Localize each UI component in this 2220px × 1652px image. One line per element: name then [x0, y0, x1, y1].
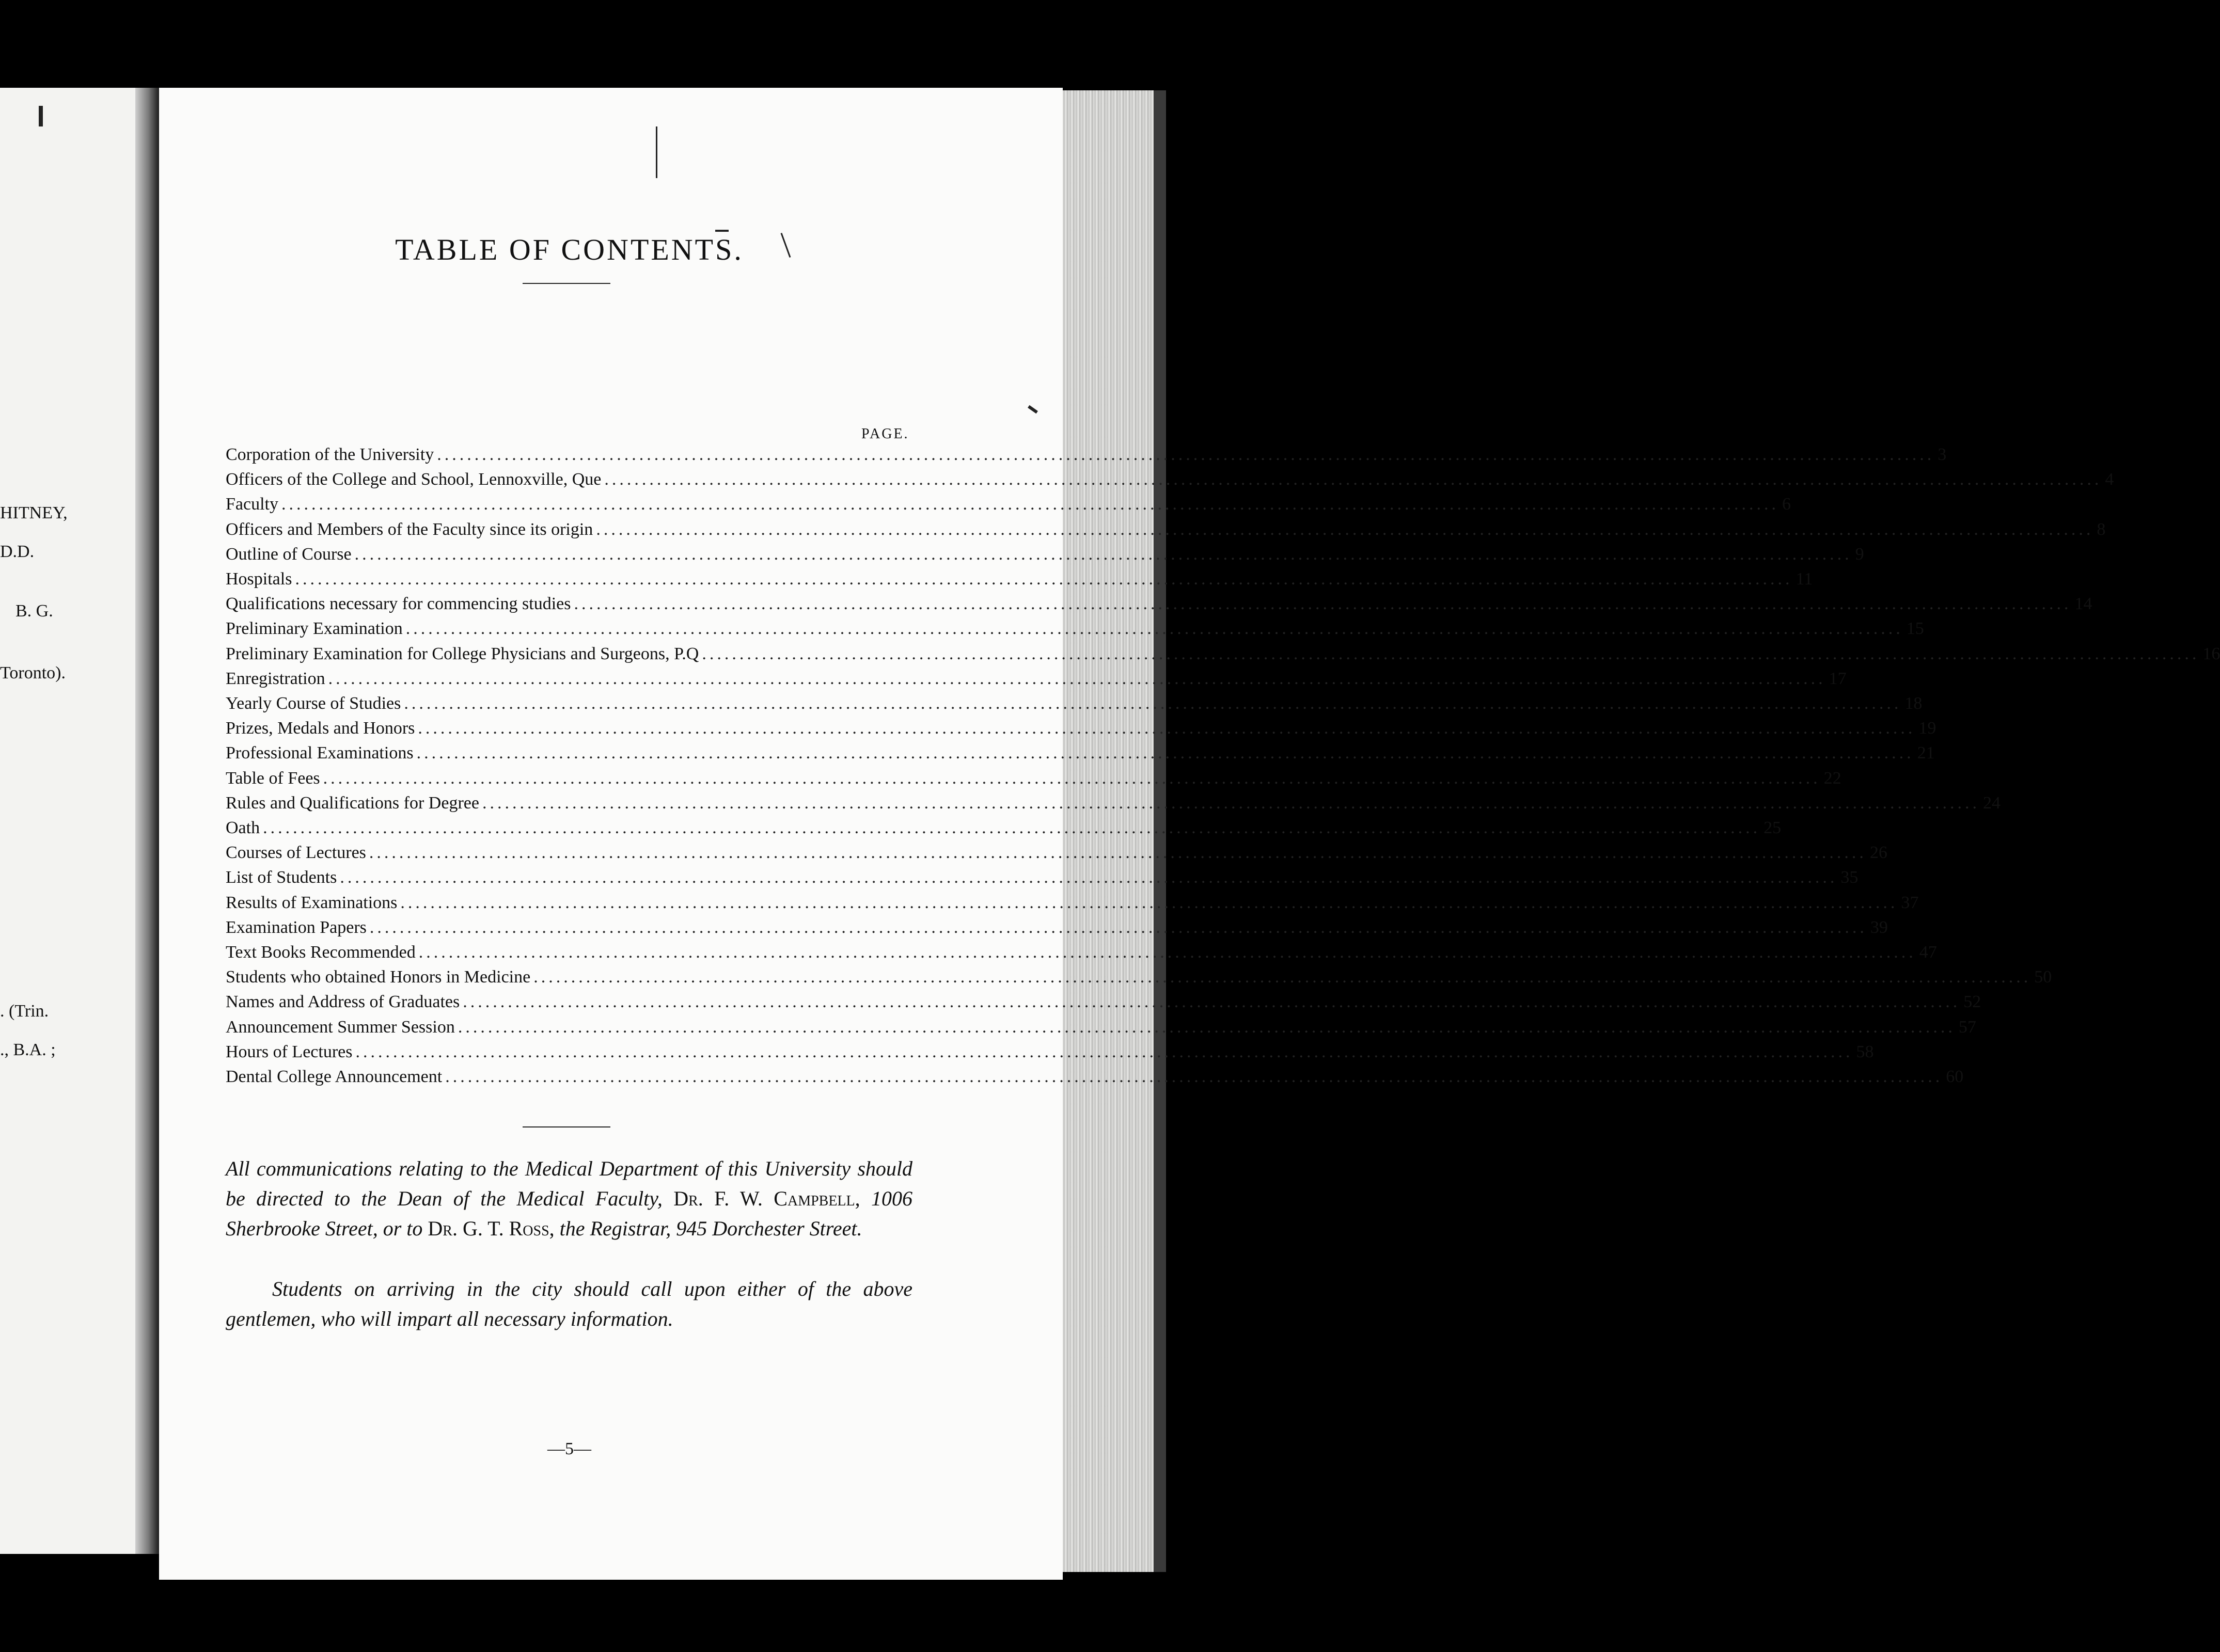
toc-leader-dots: ........................................................................................................................................................................................................ — [418, 719, 1916, 738]
toc-leader-dots: ........................................................................................................................................................................................................ — [323, 768, 1821, 788]
facing-text: HITNEY, — [0, 503, 68, 522]
note-text: All communications relating to the Medical Department of this University should be directed to the Dean of the Medical Faculty, — [226, 1157, 912, 1210]
section-rule — [523, 1126, 610, 1127]
toc-entry-page: 57 — [1958, 1017, 1976, 1037]
toc-entry-label: Preliminary Examination for College Physicians and Surgeons, P.Q — [226, 644, 699, 663]
toc-leader-dots: ........................................................................................................................................................................................................ — [596, 519, 2094, 539]
toc-entry — [226, 992, 1981, 1017]
dean-name: Dr. F. W. Campbell, — [673, 1187, 860, 1210]
toc-entry — [226, 843, 1887, 868]
toc-leader-dots: ........................................................................................................................................................................................................ — [263, 818, 1761, 837]
toc-entry — [226, 818, 1782, 843]
note-text: the Registrar, 945 Dorchester Street. — [559, 1217, 862, 1240]
toc-entry-page: 37 — [1901, 893, 1919, 912]
toc-entry — [226, 1042, 1874, 1067]
toc-entry-page: 26 — [1869, 843, 1887, 863]
toc-leader-dots: ........................................................................................................................................................................................................ — [482, 793, 1980, 813]
toc-entry — [226, 594, 2092, 619]
toc-leader-dots: ........................................................................................................................................................................................................ — [574, 594, 2072, 614]
toc-entry — [226, 669, 1847, 694]
toc-entry-page: 4 — [2105, 470, 2114, 489]
toc-entry-label: Enregistration — [226, 669, 325, 688]
scan-mark — [715, 230, 729, 232]
arrival-note: Students on arriving in the city should call upon either of the above gentlemen, who will impart all necessary information. — [226, 1277, 912, 1330]
toc-entry-label: Table of Fees — [226, 768, 320, 788]
toc-entry-page: 17 — [1829, 669, 1847, 688]
toc-entry-page: 60 — [1946, 1067, 1964, 1086]
toc-entry-page: 21 — [1917, 743, 1935, 763]
toc-entry-label: Text Books Recommended — [226, 943, 416, 962]
toc-entry-label: Qualifications necessary for commencing studies — [226, 594, 571, 614]
toc-entry — [226, 893, 1919, 918]
toc-leader-dots: ........................................................................................................................................................................................................ — [418, 943, 1916, 962]
toc-leader-dots: ........................................................................................................................................................................................................ — [445, 1067, 1943, 1086]
toc-entry-label: Results of Examinations — [226, 893, 398, 912]
toc-entry — [226, 1017, 1976, 1042]
toc-entry-page: 47 — [1919, 943, 1937, 962]
toc-leader-dots: ........................................................................................................................................................................................................ — [295, 569, 1793, 589]
toc-entry-page: 19 — [1918, 719, 1936, 738]
toc-entry — [226, 569, 1813, 594]
book-gutter — [135, 88, 159, 1554]
toc-entry-label: Faculty — [226, 495, 278, 514]
toc-leader-dots: ........................................................................................................................................................................................................ — [281, 495, 1779, 514]
contact-note — [226, 1154, 912, 1244]
toc-entry-label: Yearly Course of Studies — [226, 694, 401, 713]
note-text: 1006 Sherbrooke Street, or to — [226, 1187, 913, 1240]
toc-entry — [226, 544, 1864, 569]
toc-entry-page: 39 — [1870, 917, 1888, 937]
page-column-label: PAGE. — [861, 426, 909, 442]
toc-entry — [226, 743, 1935, 768]
toc-entry — [226, 445, 1947, 470]
toc-leader-dots: ........................................................................................................................................................................................................ — [328, 669, 1826, 688]
page-title: TABLE OF CONTENTS. — [395, 233, 744, 266]
facing-text: Toronto). — [0, 663, 66, 682]
toc-entry-page: 58 — [1856, 1042, 1874, 1061]
toc-entry — [226, 694, 1923, 719]
toc-leader-dots: ........................................................................................................................................................................................................ — [405, 619, 1903, 639]
toc-entry — [226, 868, 1859, 893]
toc-entry-page: 15 — [1906, 619, 1924, 639]
toc-entry-label: Announcement Summer Session — [226, 1017, 455, 1037]
facing-page — [0, 88, 135, 1554]
toc-entry-label: Hours of Lectures — [226, 1042, 353, 1061]
toc-entry-label: Rules and Qualifications for Degree — [226, 793, 479, 813]
scan-mark — [656, 126, 657, 178]
toc-leader-dots: ........................................................................................................................................................................................................ — [354, 544, 1852, 564]
toc-entry — [226, 619, 1924, 644]
toc-leader-dots: ........................................................................................................................................................................................................ — [400, 893, 1898, 912]
toc-leader-dots: ........................................................................................................................................................................................................ — [369, 917, 1867, 937]
toc-entry-label: Officers of the College and School, Lennoxville, Que — [226, 470, 602, 489]
toc-entry-page: 8 — [2097, 519, 2106, 539]
toc-entry-label: Dental College Announcement — [226, 1067, 443, 1086]
toc-entry-label: Preliminary Examination — [226, 619, 403, 639]
toc-leader-dots: ........................................................................................................................................................................................................ — [340, 868, 1838, 887]
toc-entry — [226, 470, 2114, 495]
toc-entry-page: 35 — [1840, 868, 1859, 887]
scan-mark — [39, 106, 43, 126]
toc-entry-page: 52 — [1963, 992, 1981, 1012]
toc-entry-label: Corporation of the University — [226, 445, 434, 464]
facing-text: D.D. — [0, 542, 35, 561]
title-rule — [523, 283, 610, 284]
toc-entry-page: 6 — [1782, 495, 1791, 514]
page-number: —5— — [547, 1439, 591, 1458]
toc-leader-dots: ........................................................................................................................................................................................................ — [355, 1042, 1853, 1061]
facing-text: . (Trin. — [0, 1002, 49, 1021]
toc-entry — [226, 917, 1888, 943]
toc-entry-page: 18 — [1904, 694, 1923, 713]
toc-entry — [226, 495, 1791, 519]
toc-entry-label: Oath — [226, 818, 260, 837]
toc-entry-page: 22 — [1823, 768, 1841, 788]
toc-entry-label: Outline of Course — [226, 544, 352, 564]
toc-entry-page: 25 — [1764, 818, 1782, 837]
toc-entry-label: Examination Papers — [226, 917, 367, 937]
registrar-name: Dr. G. T. Ross, — [428, 1217, 555, 1240]
toc-entry-label: Professional Examinations — [226, 743, 414, 763]
toc-leader-dots: ........................................................................................................................................................................................................ — [458, 1017, 1956, 1037]
toc-entry-label: Names and Address of Graduates — [226, 992, 460, 1012]
toc-leader-dots: ........................................................................................................................................................................................................ — [369, 843, 1867, 863]
toc-leader-dots: ........................................................................................................................................................................................................ — [533, 967, 2032, 987]
toc-leader-dots: ........................................................................................................................................................................................................ — [702, 644, 2200, 663]
toc-entry-page: 24 — [1982, 793, 2001, 813]
toc-entry-label: Students who obtained Honors in Medicine — [226, 967, 531, 987]
toc-leader-dots: ........................................................................................................................................................................................................ — [437, 445, 1935, 464]
toc-entry — [226, 768, 1841, 793]
toc-leader-dots: ........................................................................................................................................................................................................ — [404, 694, 1902, 713]
toc-leader-dots: ........................................................................................................................................................................................................ — [604, 470, 2102, 489]
toc-entry-label: List of Students — [226, 868, 337, 887]
toc-leader-dots: ........................................................................................................................................................................................................ — [463, 992, 1961, 1012]
toc-entry-label: Hospitals — [226, 569, 292, 589]
facing-text: ., B.A. ; — [0, 1040, 56, 1059]
toc-entry — [226, 943, 1937, 967]
facing-text: B. G. — [15, 601, 53, 621]
toc-entry-page: 11 — [1796, 569, 1813, 589]
toc-entry — [226, 644, 2220, 669]
toc-entry-label: Officers and Members of the Faculty since its origin — [226, 519, 593, 539]
toc-entry-page: 16 — [2202, 644, 2220, 663]
toc-entry-label: Courses of Lectures — [226, 843, 366, 863]
toc-entry-label: Prizes, Medals and Honors — [226, 719, 415, 738]
toc-entry-page: 50 — [2034, 967, 2052, 987]
toc-leader-dots: ........................................................................................................................................................................................................ — [416, 743, 1914, 763]
toc-entry — [226, 719, 1936, 743]
toc-entry — [226, 967, 2052, 992]
toc-entry — [226, 519, 2106, 545]
toc-entry-page: 14 — [2074, 594, 2092, 614]
toc-entry — [226, 793, 2001, 818]
toc-entry-page: 3 — [1938, 445, 1947, 464]
toc-entry — [226, 1067, 1964, 1092]
toc-entry-page: 9 — [1855, 544, 1864, 564]
